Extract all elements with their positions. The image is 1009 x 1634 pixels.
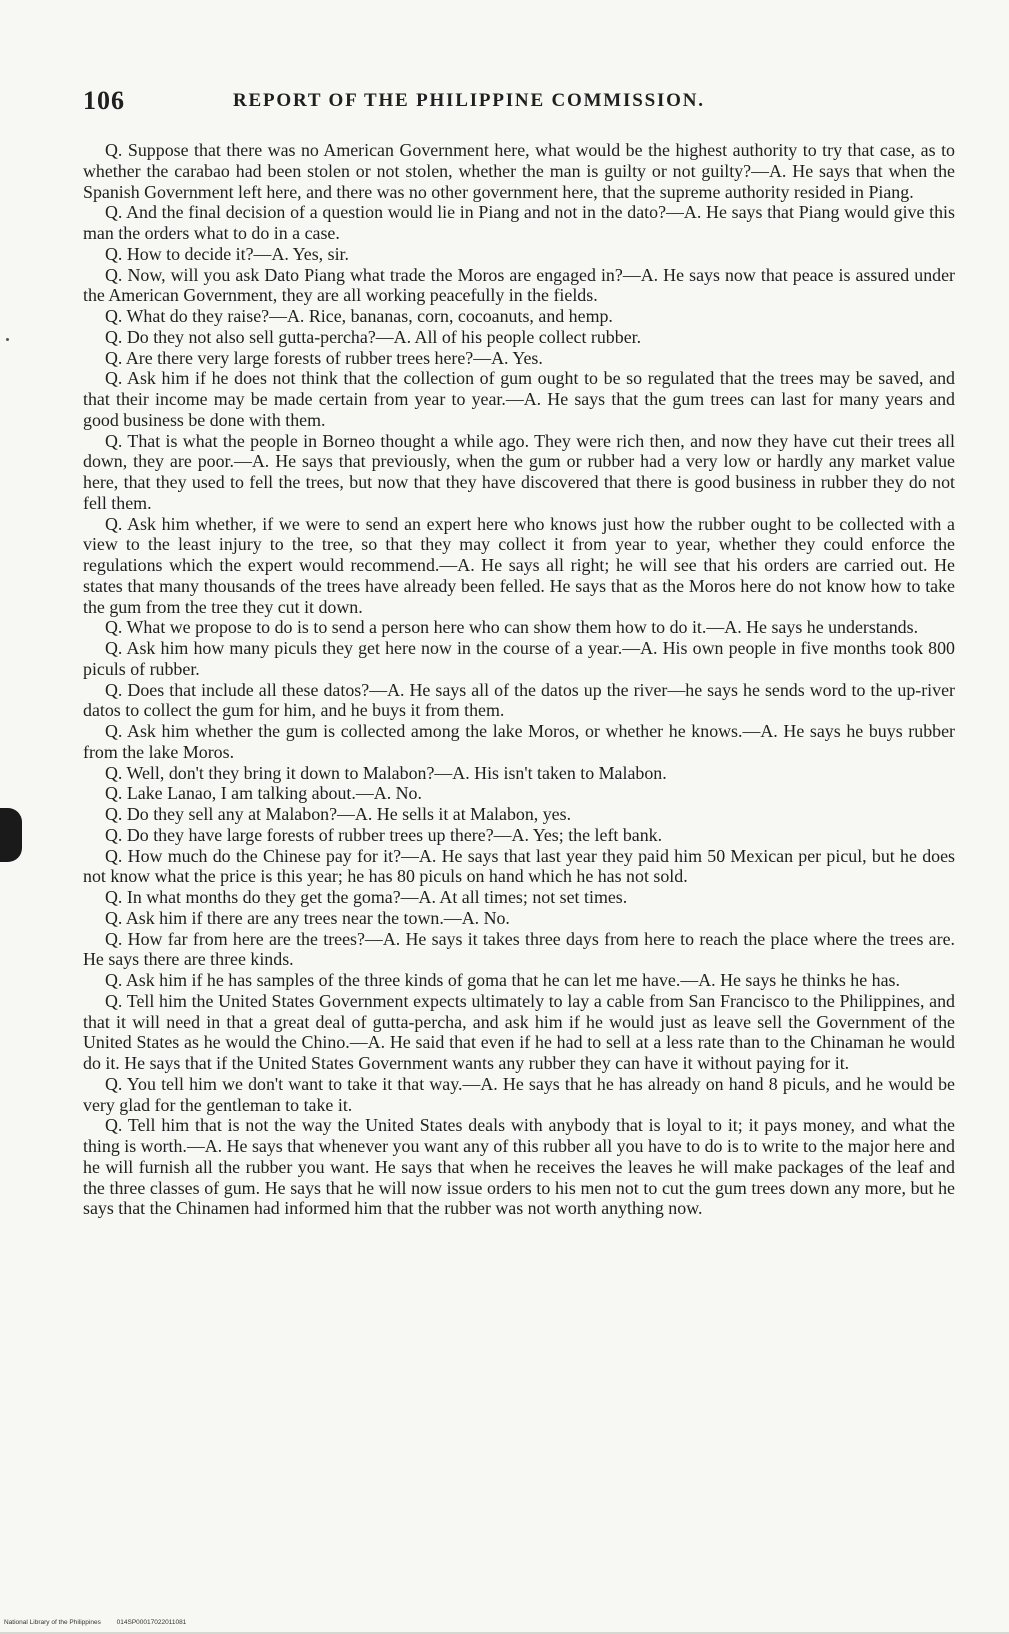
qa-paragraph: Q. Well, don't they bring it down to Malabon?—A. His isn't taken to Malabon.	[105, 762, 667, 783]
qa-paragraph: Q. What we propose to do is to send a person here who can show them how to do it.—A. He says he understands.	[105, 617, 919, 638]
page-footer	[4, 1619, 200, 1626]
qa-paragraph: Q. How much do the Chinese pay for it?—A. He says that last year they paid him 50 Mexican per picul, but he does not know what the price is this year; he has 80 piculs on hand which he has not sold.	[83, 845, 955, 887]
qa-paragraph: Q. Ask him if he has samples of the three kinds of goma that he can let me have.—A. He says he thinks he has.	[105, 970, 900, 990]
qa-paragraph: Q. How to decide it?—A. Yes, sir.	[105, 243, 349, 264]
qa-paragraph: Q. In what months do they get the goma?—A. At all times; not set times.	[105, 887, 628, 907]
qa-paragraph: Q. Tell him that is not the way the United States deals with anybody that is loyal to it; it pays money, and what the thing is worth.—A. He says that whenever you want any of this rubber all you have to do is to write to the major here and he will furnish all the rubber you want. He says that when he receives the leaves he will make packages of the leaf and the three classes of gum. He says that he will now issue orders to his men not to cut the gum trees down any more, but he says that the Chinamen had informed him that the rubber was not worth anything now.	[83, 1115, 955, 1219]
qa-paragraph: Q. Ask him if he does not think that the collection of gum ought to be so regulated that the trees may be saved, and that their income may be made certain from year to year.—A. He says that the gum trees can last for many years and good business be done with them.	[83, 368, 955, 430]
running-title: REPORT OF THE PHILIPPINE COMMISSION.	[233, 90, 705, 111]
qa-paragraph: Q. Lake Lanao, I am talking about.—A. No.	[105, 783, 422, 804]
qa-paragraph: Q. Ask him if there are any trees near the town.—A. No.	[105, 907, 510, 928]
qa-paragraph: Q. Do they not also sell gutta-percha?—A. All of his people collect rubber.	[105, 326, 642, 347]
qa-paragraph: Q. What do they raise?—A. Rice, bananas, corn, cocoanuts, and hemp.	[105, 306, 613, 326]
qa-paragraph: Q. How far from here are the trees?—A. He says it takes three days from here to reach the place where the trees are. He says there are three kinds.	[83, 928, 955, 970]
scan-speck	[6, 338, 9, 341]
qa-paragraph: Q. And the final decision of a question would lie in Piang and not in the dato?—A. He says that Piang would give this man the orders what to do in a case.	[83, 202, 955, 243]
qa-paragraph: Q. Tell him the United States Government expects ultimately to lay a cable from San Francisco to the Philippines, and that it will need in that a great deal of gutta-percha, and ask him if he would just as leave sell the Government of the United States as he would the Chino.—A. He said that even if he had to sell at a less rate than to the Chinaman he would do it. He says that if the United States Government wants any rubber they can have it without paying for it.	[83, 990, 955, 1073]
page-header	[83, 86, 791, 118]
qa-paragraph: Q. Ask him whether, if we were to send an expert here who knows just how the rubber ought to be collected with a view to the least injury to the tree, so that they may collect it from year to year, whether they could enforce the regulations which the expert would recommend.—A. He says all right; he will see that his orders are carried out. He states that many thousands of the trees have already been felled. He says that as the Moros here do not know how to take the gum from the tree they cut it down.	[83, 513, 955, 617]
footer-library: National Library of the Philippines	[4, 1619, 101, 1626]
qa-paragraph: Q. Are there very large forests of rubber trees here?—A. Yes.	[105, 347, 543, 368]
qa-paragraph: Q. Suppose that there was no American Government here, what would be the highest authority to try that case, as to whether the carabao had been stolen or not stolen, whether the man is guilty or not guilty?—A. He says that when the Spanish Government left here, and there was no other government here, that the supreme authority resided in Piang.	[83, 140, 955, 202]
qa-paragraph: Q. Ask him whether the gum is collected among the lake Moros, or whether he knows.—A. He says he buys rubber from the lake Moros.	[83, 721, 955, 762]
body-text	[83, 140, 955, 1219]
qa-paragraph: Q. Ask him how many piculs they get here now in the course of a year.—A. His own people in five months took 800 piculs of rubber.	[83, 638, 955, 679]
qa-paragraph: Q. Do they sell any at Malabon?—A. He sells it at Malabon, yes.	[105, 804, 572, 824]
footer-identifier: 014SP00017022011081	[116, 1619, 187, 1626]
qa-paragraph: Q. You tell him we don't want to take it that way.—A. He says that he has already on hand 8 piculs, and he would be very glad for the gentleman to take it.	[83, 1073, 955, 1115]
qa-paragraph: Q. Now, will you ask Dato Piang what trade the Moros are engaged in?—A. He says now that peace is assured under the American Government, they are all working peacefully in the fields.	[83, 264, 955, 306]
qa-paragraph: Q. Does that include all these datos?—A. He says all of the datos up the river—he says he sends word to the up-river datos to collect the gum for him, and he buys it from them.	[83, 679, 955, 721]
qa-paragraph: Q. That is what the people in Borneo thought a while ago. They were rich then, and now they have cut their trees all down, they are poor.—A. He says that previously, when the gum or rubber had a very low or hardly any market value here, that they used to fell the trees, but now that they have discovered that there is good business in rubber they do not fell them.	[83, 430, 955, 513]
page-number: 106	[83, 86, 125, 115]
qa-paragraph: Q. Do they have large forests of rubber trees up there?—A. Yes; the left bank.	[105, 824, 663, 845]
scan-edge-mark	[0, 808, 22, 862]
